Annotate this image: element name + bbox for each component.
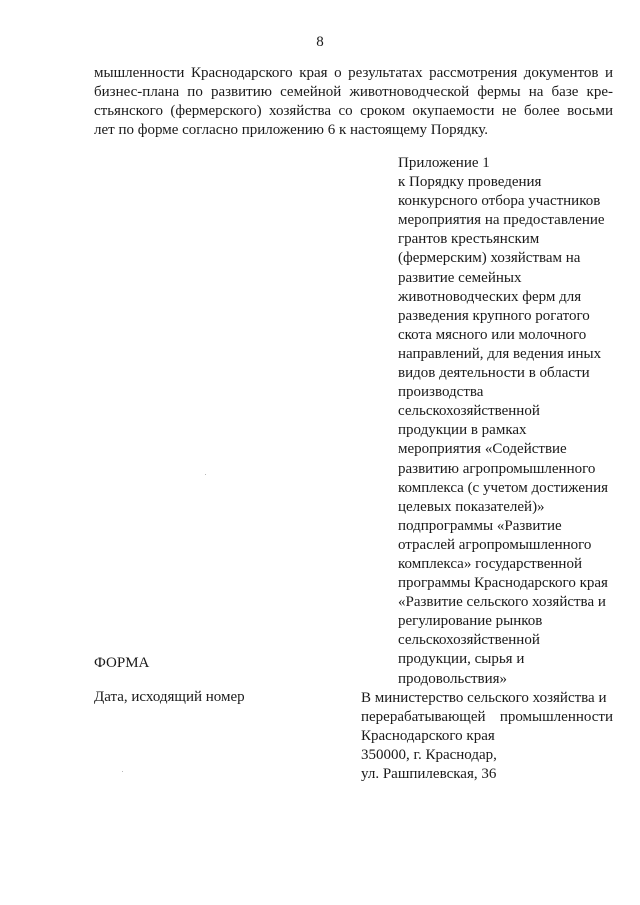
appendix-line: сельскохозяйственной [398,403,540,420]
paragraph-line: мышленности Краснодарского края о результатах рассмотрения документов и [94,65,613,81]
scan-speck [122,771,123,772]
paragraph-line: лет по форме согласно приложению 6 к настоящему Порядку. [94,122,488,138]
appendix-line: подпрограммы «Развитие [398,517,562,534]
date-number-label: Дата, исходящий номер [94,689,245,705]
appendix-line: скота мясного или молочного [398,326,587,343]
appendix-line: мероприятия на предоставление [398,212,605,229]
appendix-line: Приложение 1 [398,155,490,171]
appendix-line: продукции в рамках [398,422,527,439]
address-line: В министерство сельского хозяйства и [361,690,607,706]
page-number: 8 [316,34,324,50]
address-line: 350000, г. Краснодар, [361,747,497,763]
appendix-line: продукции, сырья и [398,651,525,668]
form-label: ФОРМА [94,655,150,671]
appendix-line: к Порядку проведения [398,174,542,191]
paragraph-line: бизнес-плана по развитию семейной животноводческой фермы на базе кре- [94,84,613,100]
paragraph-line: стьянского (фермерского) хозяйства со сроком окупаемости не более восьми [94,103,613,119]
address-line: перерабатывающей промышленности [361,709,613,725]
intro-paragraph [94,64,613,140]
appendix-line: «Развитие сельского хозяйства и [398,594,606,611]
appendix-line: производства [398,384,484,401]
appendix-line: животноводческих ферм для [398,288,582,305]
address-line: Краснодарского края [361,728,495,744]
appendix-line: конкурсного отбора участников [398,193,601,210]
appendix-line: сельскохозяйственной [398,632,540,649]
appendix-line: продовольствия» [398,670,508,687]
appendix-block [398,154,620,689]
appendix-line: видов деятельности в области [398,365,590,382]
appendix-line: (фермерским) хозяйствам на [398,250,581,267]
appendix-line: комплекса (с учетом достижения [398,479,609,496]
appendix-line: целевых показателей)» [398,498,545,515]
scan-speck [205,474,206,475]
appendix-line: разведения крупного рогатого [398,307,590,324]
appendix-line: грантов крестьянским [398,231,540,248]
appendix-line: направлений, для ведения иных [398,345,602,362]
address-line: ул. Рашпилевская, 36 [361,766,497,782]
appendix-line: программы Краснодарского края [398,575,608,592]
appendix-line: мероприятия «Содействие [398,441,567,458]
appendix-line: регулирование рынков [398,613,543,630]
appendix-line: комплекса» государственной [398,555,582,572]
appendix-line: развитию агропромышленного [398,460,596,477]
recipient-address [361,689,613,784]
appendix-line: развитие семейных [398,269,522,286]
appendix-line: отраслей агропромышленного [398,536,592,553]
